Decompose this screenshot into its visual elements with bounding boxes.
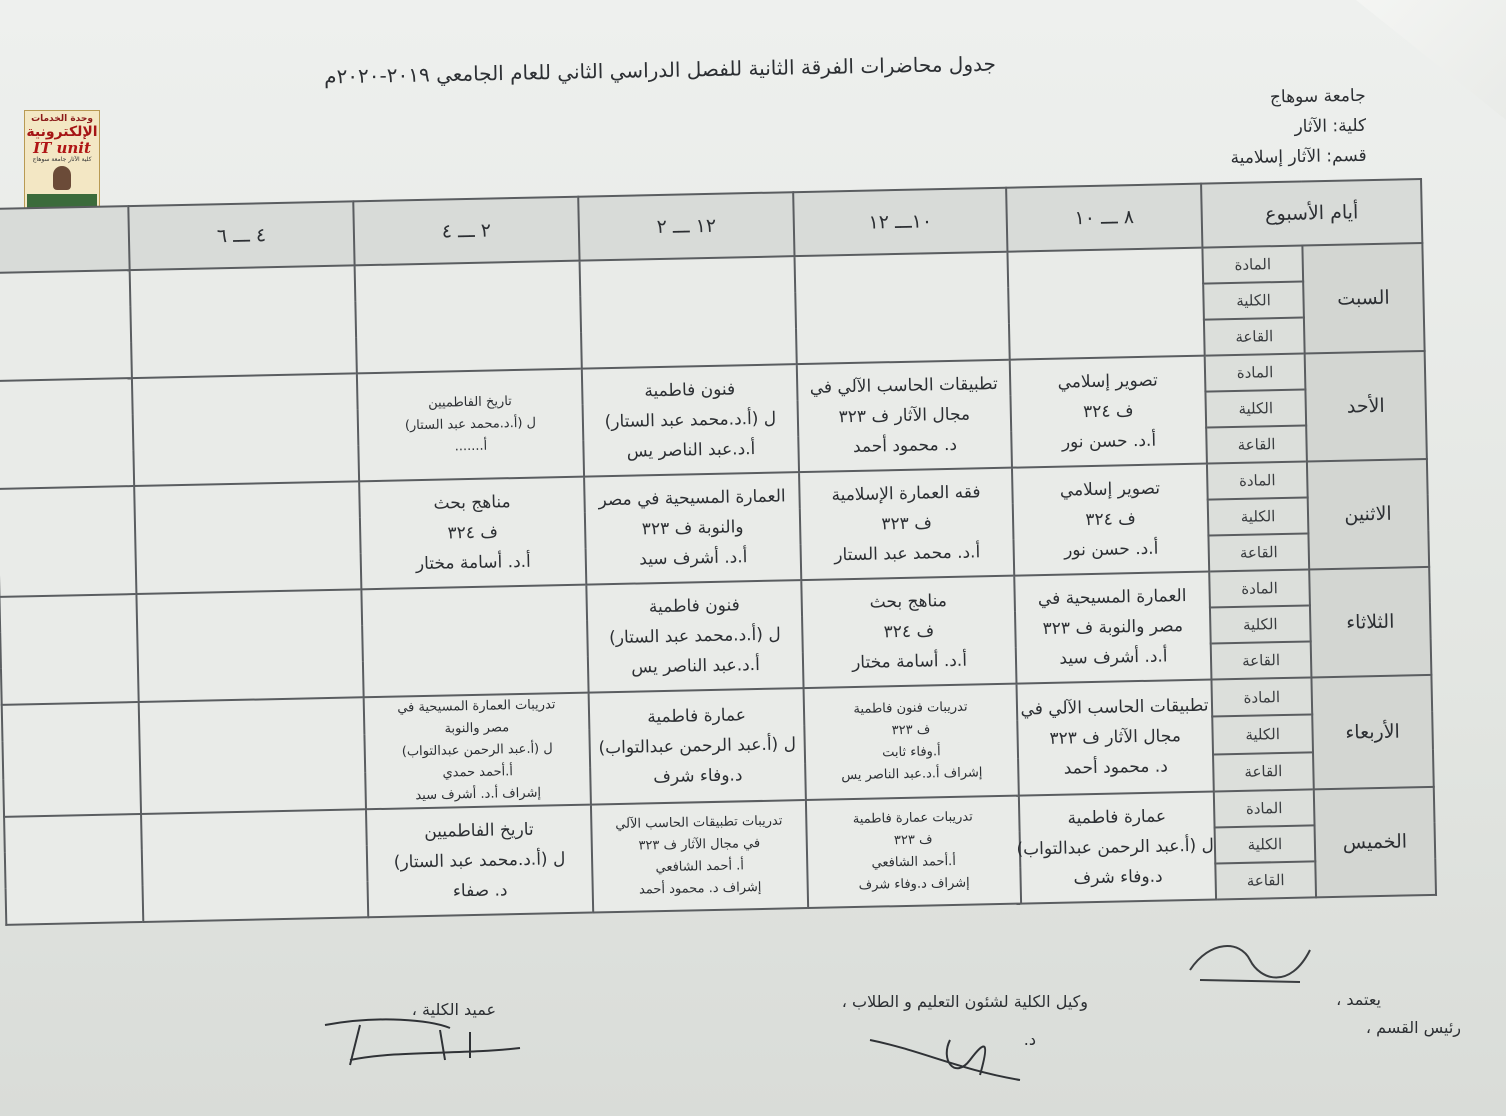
head-signature bbox=[1180, 930, 1320, 1000]
lecture-line: أ.وفاء ثابت bbox=[882, 744, 941, 761]
approved-label: يعتمد ، bbox=[1336, 990, 1381, 1009]
lecture-line: أ.د. أسامة مختار bbox=[415, 551, 531, 575]
lecture-cell bbox=[580, 256, 797, 368]
lecture-line: عمارة فاطمية bbox=[1067, 806, 1167, 829]
row-label: المادة bbox=[1202, 246, 1303, 284]
lecture-line: ف ٣٢٤ bbox=[1082, 401, 1134, 423]
lecture-line: ل (أ.د.محمد عبد الستار) bbox=[604, 408, 777, 433]
lecture-line: أ.د. محمد عبد الستار bbox=[834, 542, 981, 566]
extra-cell bbox=[0, 378, 134, 489]
row-label: الكلية bbox=[1208, 497, 1309, 535]
day-name: الخميس bbox=[1314, 787, 1436, 897]
logo-line2: الإلكترونية bbox=[26, 124, 98, 140]
lecture-line: تدريبات فنون فاطمية bbox=[853, 699, 968, 718]
lecture-line: فنون فاطمية bbox=[644, 379, 736, 402]
lecture-cell bbox=[132, 373, 359, 486]
lecture-line: مجال الآثار ف ٣٢٣ bbox=[1049, 726, 1182, 749]
row-label: القاعة bbox=[1213, 752, 1314, 791]
logo-portrait bbox=[53, 166, 71, 190]
row-label: الكلية bbox=[1212, 715, 1313, 754]
lecture-line: د. محمود أحمد bbox=[1063, 756, 1168, 779]
lecture-line: أ.د. حسن نور bbox=[1061, 430, 1157, 453]
lecture-line: مجال الآثار ف ٣٢٣ bbox=[838, 404, 971, 428]
slot-header: ٨ ـــ ١٠ bbox=[1006, 184, 1202, 252]
row-label: الكلية bbox=[1210, 605, 1311, 643]
faculty-name: كلية: الآثار bbox=[1294, 115, 1367, 138]
lecture-line: العمارة المسيحية في bbox=[1037, 586, 1187, 610]
slot-header: ٢ ـــ ٤ bbox=[353, 197, 579, 266]
lecture-line: ل (أ.عبد الرحمن عبدالتواب) bbox=[1016, 835, 1215, 860]
lecture-line: د.وفاء شرف bbox=[653, 765, 743, 788]
lecture-cell bbox=[355, 261, 582, 374]
lecture-cell bbox=[366, 805, 593, 918]
lecture-line: ف ٣٢٣ bbox=[891, 722, 931, 739]
lecture-line: تدريبات تطبيقات الحاسب الآلي bbox=[615, 813, 783, 833]
day-name: الأربعاء bbox=[1311, 675, 1433, 789]
lecture-line: مناهج بحث bbox=[433, 492, 511, 514]
row-label: الكلية bbox=[1203, 282, 1304, 320]
lecture-line: ف ٣٢٤ bbox=[1085, 509, 1137, 531]
lecture-cell bbox=[797, 360, 1012, 472]
row-label: المادة bbox=[1214, 789, 1315, 827]
header-info bbox=[1229, 81, 1367, 173]
slot-header: ٤ ـــ ٦ bbox=[128, 201, 354, 270]
lecture-line: إشراف د. محمود أحمد bbox=[638, 879, 762, 898]
lecture-line: أ....... bbox=[454, 438, 488, 455]
lecture-line: فقه العمارة الإسلامية bbox=[831, 482, 981, 506]
row-label: القاعة bbox=[1211, 641, 1312, 679]
vice-dean-signature bbox=[860, 1030, 1040, 1090]
schedule-body bbox=[0, 243, 1436, 925]
lecture-line: ف ٣٢٤ bbox=[447, 522, 499, 544]
logo-line4: كلية الآثار جامعة سوهاج bbox=[32, 156, 92, 163]
lecture-line: ل (أ.د.محمد عبد الستار) bbox=[393, 849, 566, 873]
lecture-cell bbox=[589, 688, 806, 804]
university-name: جامعة سوهاج bbox=[1269, 85, 1366, 108]
lecture-cell bbox=[136, 589, 363, 702]
day-name: الثلاثاء bbox=[1309, 567, 1431, 677]
lecture-line: تاريخ الفاطميين bbox=[427, 394, 512, 411]
extra-cell bbox=[0, 486, 136, 597]
lecture-line: أ.د.عبد الناصر يس bbox=[631, 654, 761, 678]
lecture-cell bbox=[591, 800, 808, 912]
lecture-line: ل (أ.عبد الرحمن عبدالتواب) bbox=[598, 734, 797, 759]
lecture-line: تصوير إسلامي bbox=[1057, 370, 1158, 393]
lecture-line: تصوير إسلامي bbox=[1059, 478, 1161, 501]
lecture-line: أ.أحمد حمدي bbox=[442, 764, 514, 781]
lecture-line: ل (أ.د.محمد عبد الستار) bbox=[404, 415, 537, 434]
row-label: المادة bbox=[1209, 569, 1310, 607]
schedule-table bbox=[0, 178, 1437, 926]
row-label: المادة bbox=[1207, 461, 1308, 499]
lecture-cell bbox=[804, 684, 1019, 800]
lecture-cell bbox=[1007, 248, 1204, 360]
days-header: أيام الأسبوع bbox=[1201, 179, 1422, 248]
lecture-line: مصر والنوبة ف ٣٢٣ bbox=[1042, 616, 1184, 640]
lecture-cell bbox=[364, 693, 591, 810]
lecture-line: ف ٣٢٤ bbox=[883, 621, 935, 643]
lecture-line: في مجال الآثار ف ٣٢٣ bbox=[638, 836, 761, 854]
lecture-cell bbox=[357, 369, 584, 482]
lecture-line: تطبيقات الحاسب الآلي في bbox=[1020, 695, 1209, 720]
lecture-line: أ.د. أشرف سيد bbox=[639, 547, 748, 570]
lecture-line: تدريبات العمارة المسيحية في bbox=[397, 697, 556, 716]
department-name: قسم: الآثار إسلامية bbox=[1230, 145, 1367, 169]
lecture-line: د. صفاء bbox=[452, 880, 508, 902]
lecture-line: والنوبة ف ٣٢٣ bbox=[641, 517, 744, 540]
lecture-cell bbox=[584, 472, 801, 584]
lecture-cell bbox=[130, 265, 357, 378]
lecture-line: عمارة فاطمية bbox=[647, 705, 747, 728]
lecture-line: أ.أحمد الشافعي bbox=[871, 853, 957, 871]
lecture-line: ف ٣٢٣ bbox=[881, 513, 933, 535]
lecture-line: أ.د. أسامة مختار bbox=[851, 650, 968, 674]
row-label: المادة bbox=[1211, 677, 1312, 716]
lecture-cell bbox=[1016, 680, 1213, 796]
extra-cell bbox=[4, 814, 143, 925]
lecture-line: تاريخ الفاطميين bbox=[424, 819, 534, 843]
lecture-line: أ.د. حسن نور bbox=[1063, 538, 1159, 561]
dean-signature bbox=[320, 1010, 530, 1080]
lecture-cell bbox=[359, 477, 586, 590]
slot-header-extra bbox=[0, 206, 130, 273]
lecture-line: د.وفاء شرف bbox=[1073, 866, 1163, 889]
day-name: الاثنين bbox=[1307, 459, 1429, 569]
lecture-line: أ. أحمد الشافعي bbox=[655, 858, 745, 876]
row-label: المادة bbox=[1205, 353, 1306, 391]
lecture-line: ف ٣٢٣ bbox=[893, 832, 933, 849]
lecture-line: د. محمود أحمد bbox=[852, 434, 958, 457]
lecture-cell bbox=[361, 585, 588, 698]
lecture-line: أ.د. أشرف سيد bbox=[1059, 646, 1168, 669]
row-label: الكلية bbox=[1205, 389, 1306, 427]
lecture-line: إشراف أ.د. أشرف سيد bbox=[415, 785, 542, 804]
lecture-cell bbox=[586, 580, 803, 692]
lecture-cell bbox=[582, 364, 799, 476]
lecture-line: تدريبات عمارة فاطمية bbox=[852, 809, 973, 828]
lecture-cell bbox=[799, 468, 1014, 580]
lecture-cell bbox=[1016, 791, 1216, 903]
day-name: الأحد bbox=[1305, 351, 1427, 461]
extra-cell bbox=[0, 594, 139, 705]
lecture-line: فنون فاطمية bbox=[648, 595, 740, 618]
lecture-cell bbox=[134, 481, 361, 594]
lecture-line: مناهج بحث bbox=[869, 591, 948, 613]
logo-line3: IT unit bbox=[33, 139, 91, 157]
day-name: السبت bbox=[1302, 243, 1424, 353]
lecture-cell bbox=[806, 796, 1021, 908]
slot-header: ١٠ـــ ١٢ bbox=[793, 188, 1007, 256]
lecture-cell bbox=[141, 809, 368, 922]
slot-header: ١٢ ـــ ٢ bbox=[578, 192, 794, 260]
lecture-cell bbox=[794, 252, 1009, 364]
lecture-line: إشراف د.وفاء شرف bbox=[858, 875, 970, 893]
row-label: القاعة bbox=[1208, 533, 1309, 571]
logo-line1: وحدة الخدمات bbox=[31, 114, 93, 124]
extra-cell bbox=[0, 270, 132, 381]
lecture-line: ل (أ.د.محمد عبد الستار) bbox=[608, 624, 781, 649]
lecture-cell bbox=[139, 697, 366, 814]
head-of-dept-label: رئيس القسم ، bbox=[1365, 1018, 1461, 1037]
vice-dean-prefix: د. bbox=[1023, 1030, 1036, 1049]
extra-cell bbox=[2, 702, 141, 817]
lecture-cell bbox=[1012, 464, 1209, 576]
lecture-cell bbox=[1010, 356, 1207, 468]
lecture-cell bbox=[801, 576, 1016, 688]
lecture-line: مصر والنوبة bbox=[444, 720, 510, 737]
row-label: القاعة bbox=[1204, 318, 1305, 356]
row-label: الكلية bbox=[1215, 825, 1316, 863]
lecture-line: ل (أ.عبد الرحمن عبدالتواب) bbox=[401, 741, 553, 760]
lecture-line: العمارة المسيحية في مصر bbox=[598, 486, 786, 511]
lecture-line: أ.د.عبد الناصر يس bbox=[626, 439, 756, 462]
row-label: القاعة bbox=[1206, 425, 1307, 463]
dean-label: عميد الكلية ، bbox=[411, 1000, 496, 1019]
lecture-cell bbox=[1014, 572, 1211, 684]
vice-dean-label: وكيل الكلية لشئون التعليم و الطلاب ، bbox=[841, 992, 1088, 1011]
lecture-line: إشراف أ.د.عبد الناصر يس bbox=[841, 765, 983, 784]
row-label: القاعة bbox=[1215, 861, 1316, 899]
document-title: جدول محاضرات الفرقة الثانية للفصل الدراسي الثاني للعام الجامعي ٢٠١٩-٢٠٢٠م bbox=[323, 51, 997, 89]
lecture-line: تطبيقات الحاسب الآلي في bbox=[809, 373, 998, 398]
